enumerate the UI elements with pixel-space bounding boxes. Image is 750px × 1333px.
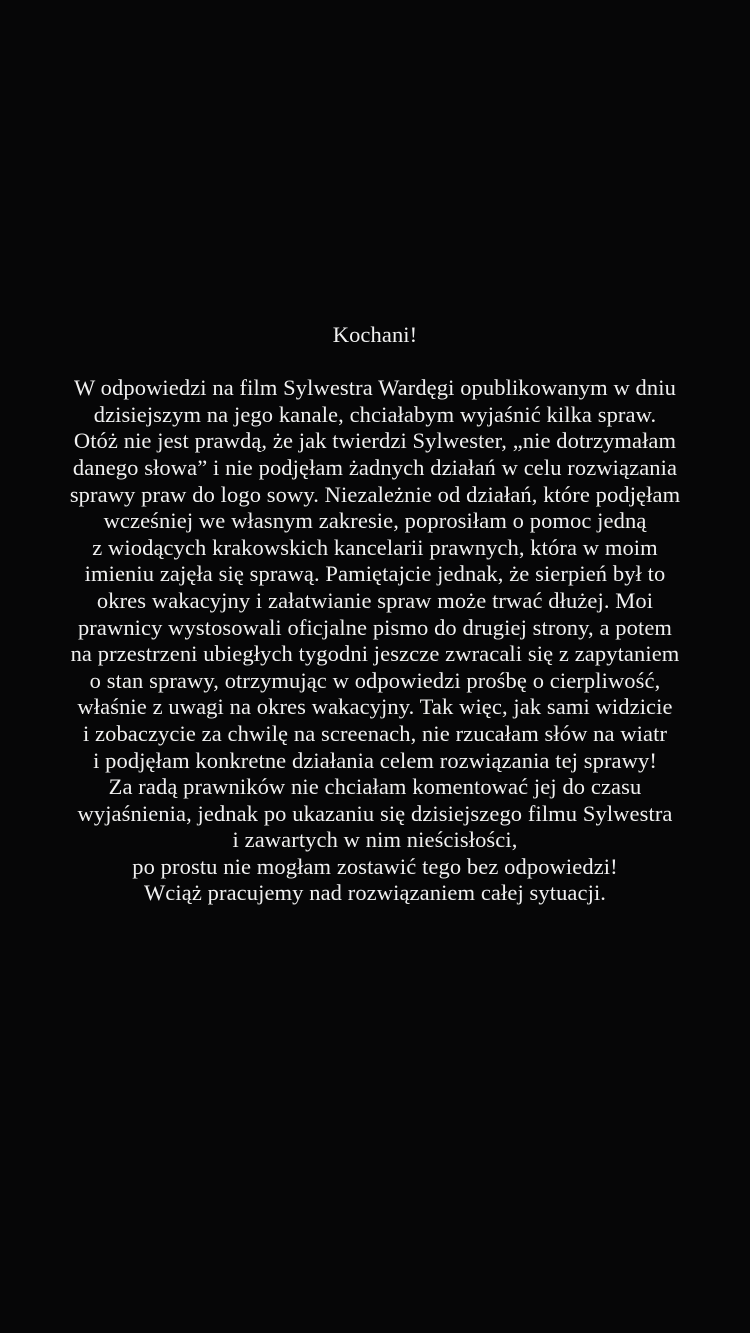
story-line: wyjaśnienia, jednak po ukazaniu się dzisiejszego filmu Sylwestra bbox=[77, 800, 673, 826]
story-line: i zobaczycie za chwilę na screenach, nie rzucałam słów na wiatr bbox=[82, 720, 668, 746]
story-line: Otóż nie jest prawdą, że jak twierdzi Sylwester, „nie dotrzymałam bbox=[73, 428, 677, 454]
story-line: okres wakacyjny i załatwianie spraw może trwać dłużej. Moi bbox=[96, 587, 654, 613]
story-line: wcześniej we własnym zakresie, poprosiłam o pomoc jedną bbox=[103, 508, 647, 534]
story-line: właśnie z uwagi na okres wakacyjny. Tak więc, jak sami widzicie bbox=[77, 694, 673, 720]
story-line: danego słowa” i nie podjęłam żadnych działań w celu rozwiązania bbox=[72, 454, 678, 480]
story-line: prawnicy wystosowali oficjalne pismo do drugiej strony, a potem bbox=[77, 614, 673, 640]
story-line: dzisiejszym na jego kanale, chciałabym wyjaśnić kilka spraw. bbox=[93, 401, 657, 427]
story-line: W odpowiedzi na film Sylwestra Wardęgi opublikowanym w dniu bbox=[74, 375, 676, 401]
story-line: o stan sprawy, otrzymując w odpowiedzi prośbę o cierpliwość, bbox=[89, 667, 661, 693]
story-line: z wiodących krakowskich kancelarii prawnych, która w moim bbox=[92, 534, 658, 560]
story-line: sprawy praw do logo sowy. Niezależnie od działań, które podjęłam bbox=[69, 481, 681, 507]
story-line: Wciąż pracujemy nad rozwiązaniem całej sytuacji. bbox=[143, 880, 607, 906]
story-greeting: Kochani! bbox=[332, 322, 418, 347]
story-line: na przestrzeni ubiegłych tygodni jeszcze zwracali się z zapytaniem bbox=[70, 641, 680, 667]
story-line: i zawartych w nim nieścisłości, bbox=[232, 827, 518, 853]
story-line: Za radą prawników nie chciałam komentować jej do czasu bbox=[108, 774, 642, 800]
story-line: po prostu nie mogłam zostawić tego bez odpowiedzi! bbox=[132, 853, 618, 879]
paragraph-spacer bbox=[0, 349, 750, 376]
story-line: imieniu zajęła się sprawą. Pamiętajcie jednak, że sierpień był to bbox=[84, 561, 666, 587]
story-text-block bbox=[0, 322, 750, 907]
story-line: i podjęłam konkretne działania celem rozwiązania tej sprawy! bbox=[93, 747, 657, 773]
